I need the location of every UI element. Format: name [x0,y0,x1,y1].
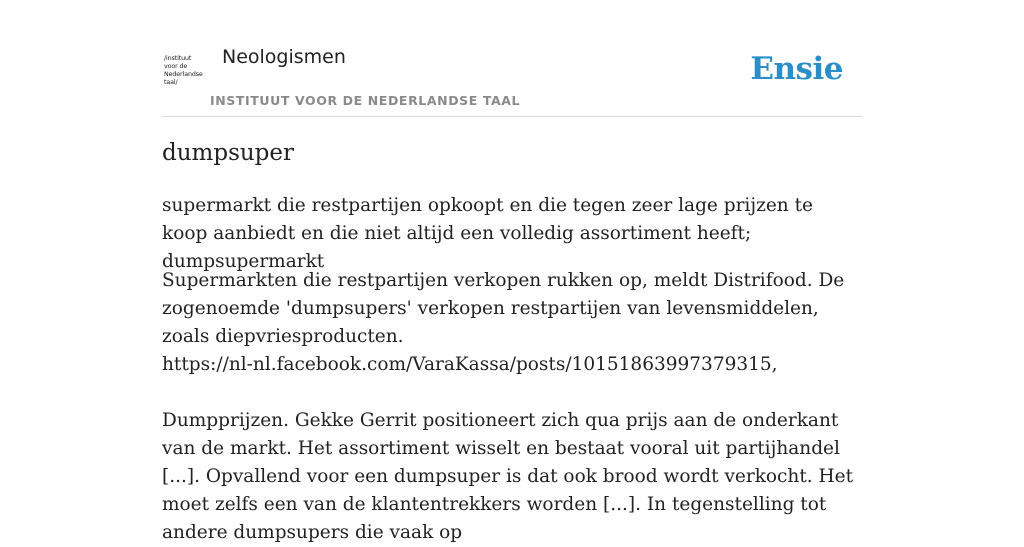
logo-line: /instituut [164,55,192,62]
site-title-link[interactable]: Neologismen [222,46,346,68]
quote-source: https://nl-nl.facebook.com/VaraKassa/posts/10151863997379315, [162,354,778,375]
site-header [162,0,862,117]
logo-line: Nederlandse [164,71,203,78]
ensie-brand-link[interactable]: Ensie [750,51,843,87]
quote-text: Dumpprijzen. Gekke Gerrit positioneert zich qua prijs aan de onderkant van de markt. Het assortiment wisselt en bestaat vooral uit partijhandel [...]. Opvallend voor een dumpsuper is dat ook brood wordt verkocht. Het moet zelfs een van de klantentrekkers worden [...]. In tegenstelling tot andere dumpsupers die vaak op [162,410,854,543]
logo-line: voor de [164,63,188,70]
entry-term: dumpsuper [162,140,295,166]
logo-line: taal/ [164,79,178,86]
entry-definition: supermarkt die restpartijen opkoopt en die tegen zeer lage prijzen te koop aanbiedt en die niet altijd een volledig assortiment heeft; dumpsupermarkt [162,195,813,272]
institute-logo[interactable] [164,55,208,91]
quote-text: Supermarkten die restpartijen verkopen rukken op, meldt Distrifood. De zogenoemde 'dumpsupers' verkopen restpartijen van levensmiddelen, zoals diepvriesproducten. [162,270,845,347]
example-quote [162,267,862,379]
site-subtitle: INSTITUUT VOOR DE NEDERLANDSE TAAL [210,93,521,108]
page [162,0,862,543]
example-quote [162,407,862,547]
